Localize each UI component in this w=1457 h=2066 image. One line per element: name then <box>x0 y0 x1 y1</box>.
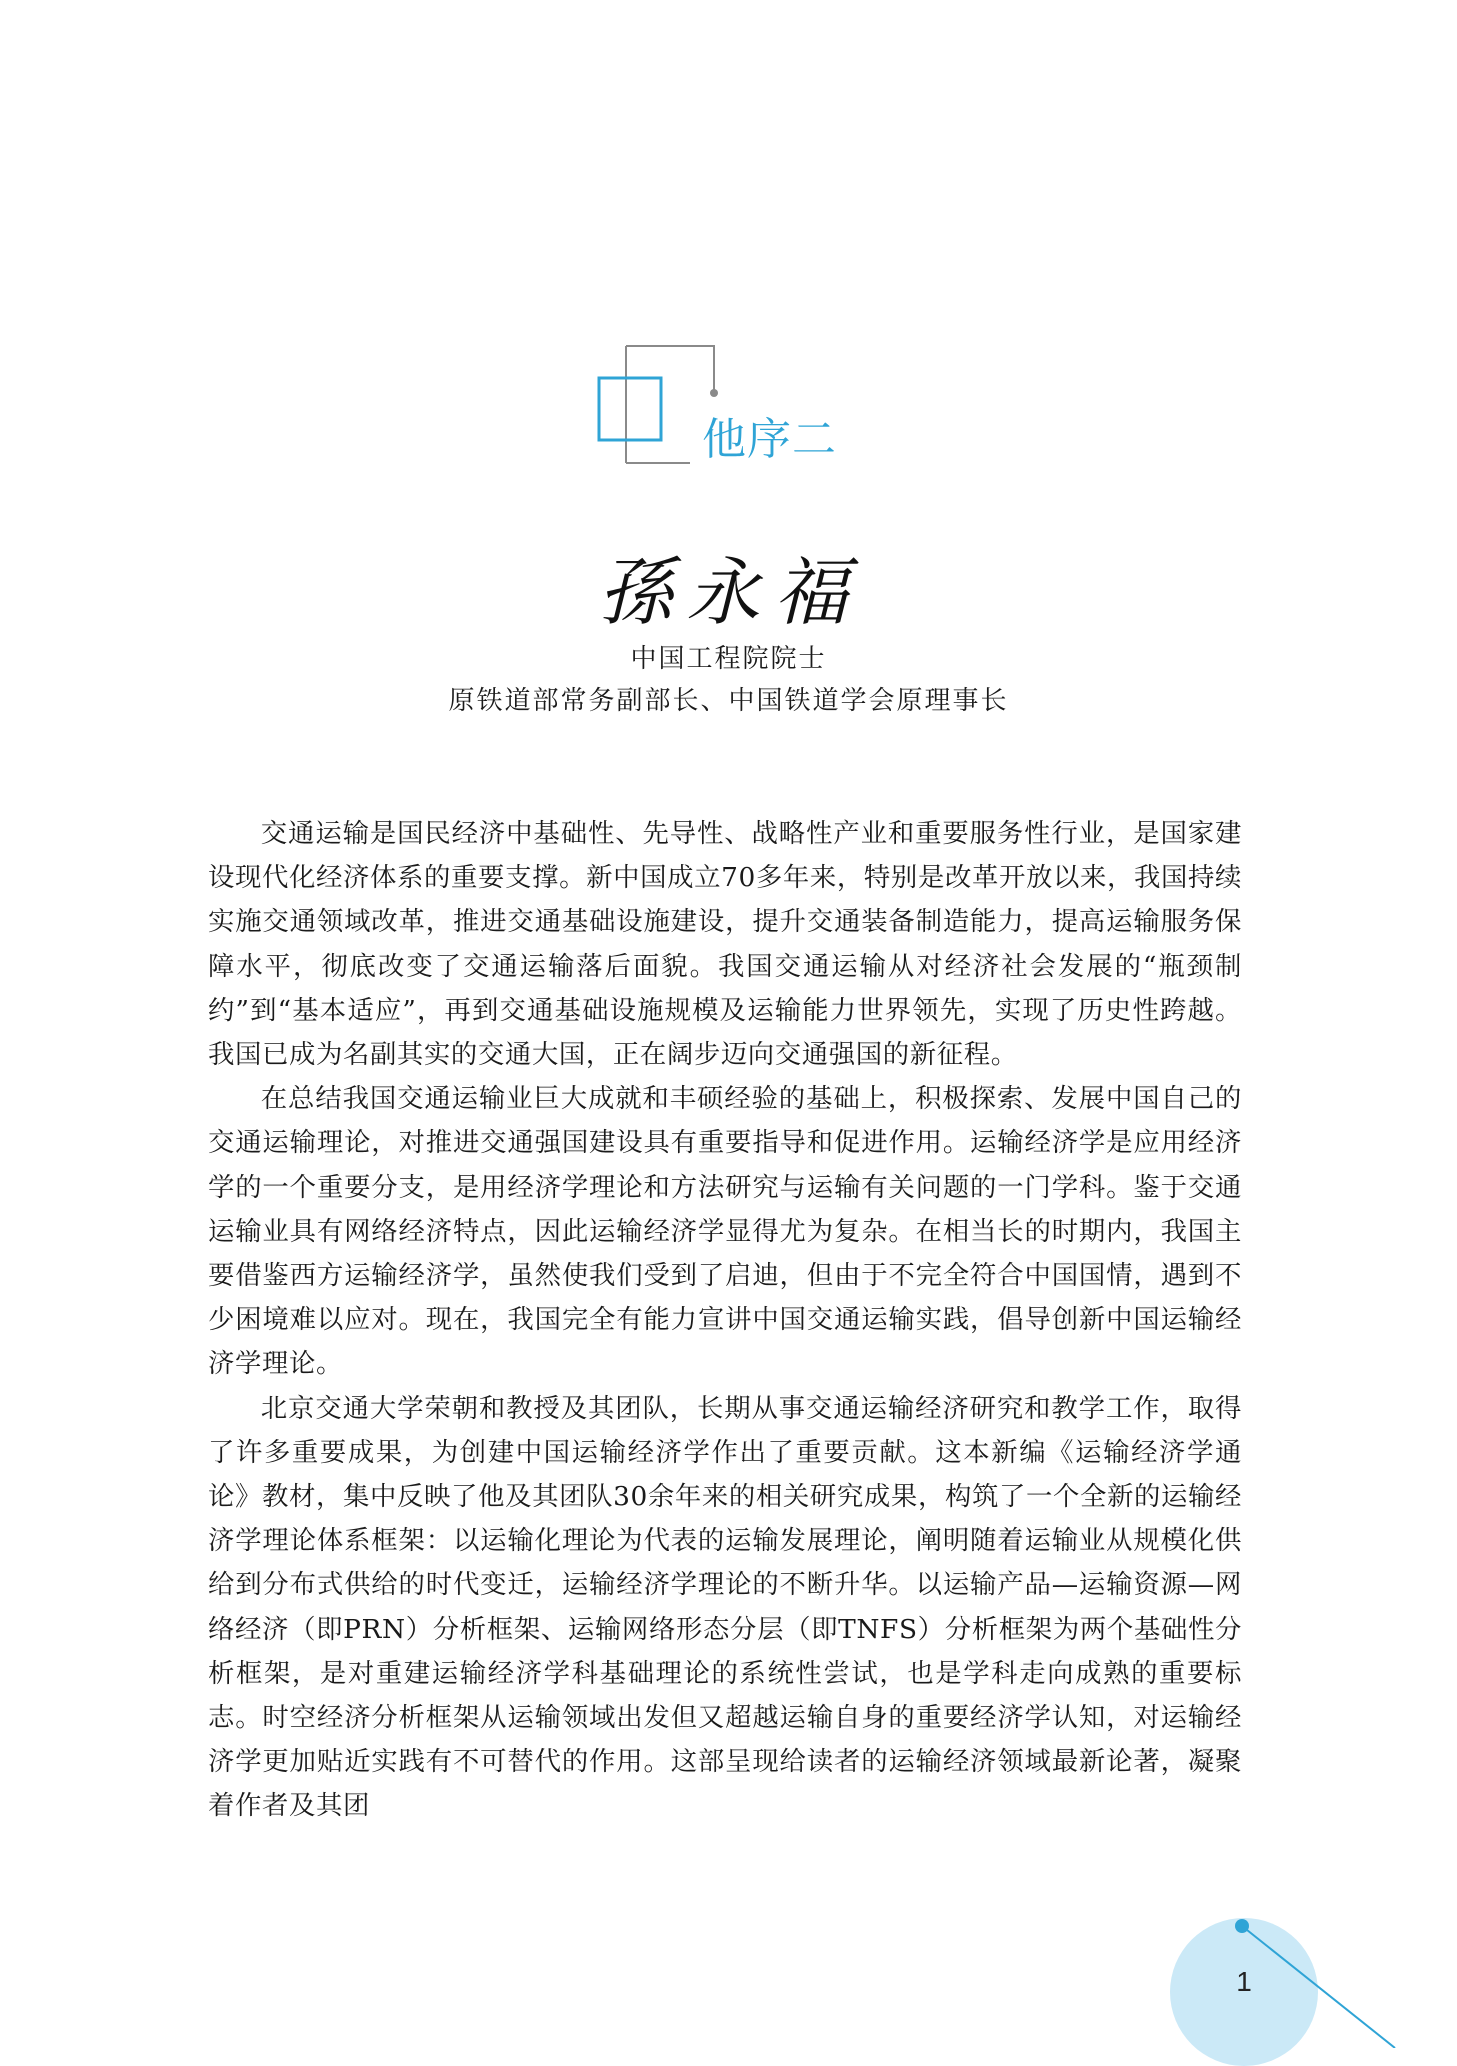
section-title: 他序二 <box>702 414 837 465</box>
author-title-line: 中国工程院院士 <box>630 644 827 674</box>
author-info <box>0 638 1457 722</box>
page-number: 1 <box>1236 1966 1252 1997</box>
paragraph: 北京交通大学荣朝和教授及其团队，长期从事交通运输经济研究和教学工作，取得了许多重要成果，为创建中国运输经济学作出了重要贡献。这本新编《运输经济学通论》教材，集中反映了他及其团队30余年来的相关研究成果，构筑了一个全新的运输经济学理论体系框架：以运输化理论为代表的运输发展理论，阐明随着运输业从规模化供给到分布式供给的时代变迁，运输经济学理论的不断升华。以运输产品—运输资源—网络经济（即PRN）分析框架、运输网络形态分层（即TNFS）分析框架为两个基础性分析框架，是对重建运输经济学科基础理论的系统性尝试，也是学科走向成熟的重要标志。时空经济分析框架从运输领域出发但又超越运输自身的重要经济学认知，对运输经济学更加贴近实践有不可替代的作用。这部呈现给读者的运输经济领域最新论著，凝聚着作者及其团 <box>208 1392 1242 1822</box>
author-signature: 孫永福 <box>598 550 862 636</box>
corner-decoration <box>1230 1910 1457 2048</box>
body-text <box>208 812 1242 1829</box>
author-position-line: 原铁道部常务副部长、中国铁道学会原理事长 <box>448 686 1009 716</box>
paragraph: 在总结我国交通运输业巨大成就和丰硕经验的基础上，积极探索、发展中国自己的交通运输理论，对推进交通强国建设具有重要指导和促进作用。运输经济学是应用经济学的一个重要分支，是用经济学理论和方法研究与运输有关问题的一门学科。鉴于交通运输业具有网络经济特点，因此运输经济学显得尤为复杂。在相当长的时期内，我国主要借鉴西方运输经济学，虽然使我们受到了启迪，但由于不完全符合中国国情，遇到不少困境难以应对。现在，我国完全有能力宣讲中国交通运输实践，倡导创新中国运输经济学理论。 <box>208 1083 1242 1380</box>
paragraph: 交通运输是国民经济中基础性、先导性、战略性产业和重要服务性行业，是国家建设现代化经济体系的重要支撑。新中国成立70多年来，特别是改革开放以来，我国持续实施交通领域改革，推进交通基础设施建设，提升交通装备制造能力，提高运输服务保障水平，彻底改变了交通运输落后面貌。我国交通运输从对经济社会发展的“瓶颈制约”到“基本适应”，再到交通基础设施规模及运输能力世界领先，实现了历史性跨越。我国已成为名副其实的交通大国，正在阔步迈向交通强国的新征程。 <box>208 818 1242 1071</box>
